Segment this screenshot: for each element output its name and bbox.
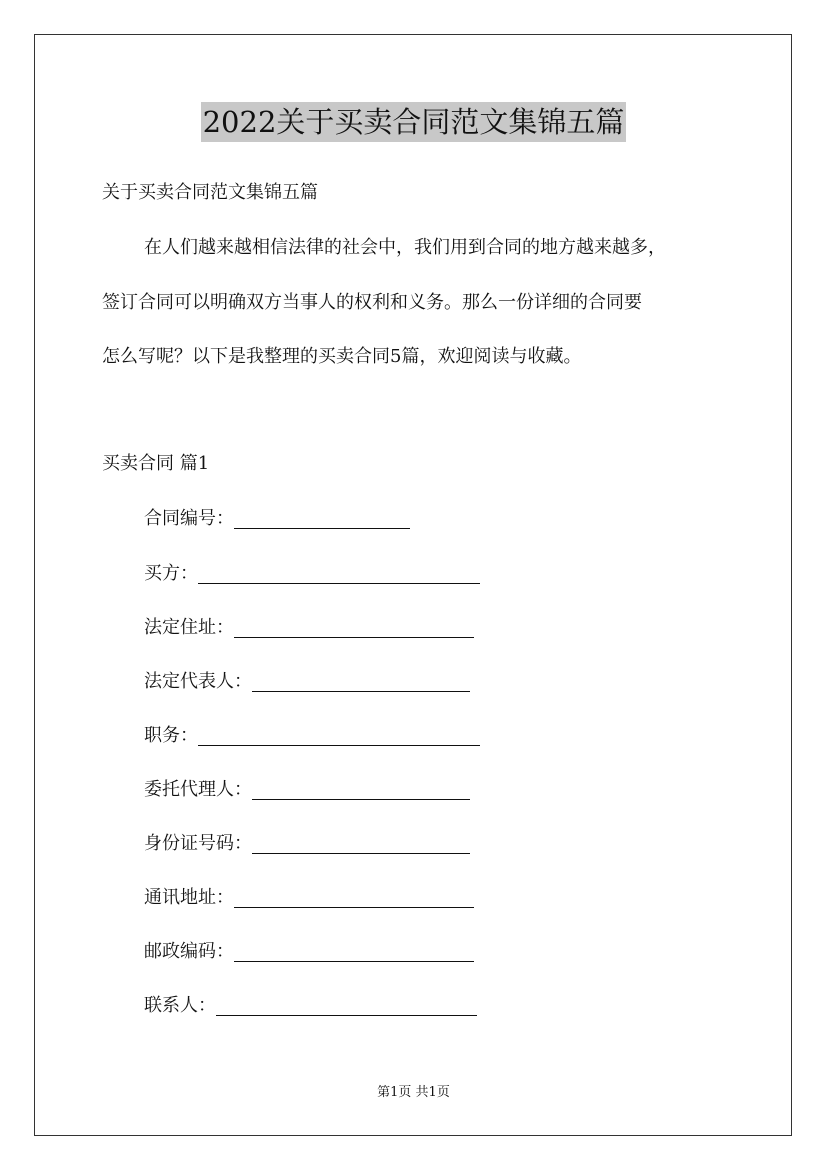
blank-line[interactable]: [234, 508, 410, 529]
document-title: 2022关于买卖合同范文集锦五篇: [201, 102, 627, 142]
field-label: 联系人：: [144, 995, 216, 1016]
field-label: 职务：: [144, 725, 198, 746]
field-label: 身份证号码：: [144, 833, 252, 854]
blank-line[interactable]: [198, 563, 480, 584]
field-contact: [144, 993, 477, 1019]
blank-line[interactable]: [234, 617, 474, 638]
field-label: 法定住址：: [144, 617, 234, 638]
intro-line-1: 在人们越来越相信法律的社会中，我们用到合同的地方越来越多，: [144, 237, 666, 258]
field-position: [144, 723, 480, 749]
field-mailing-address: [144, 885, 474, 911]
blank-line[interactable]: [198, 725, 480, 746]
intro-line-2: 签订合同可以明确双方当事人的权利和义务。那么一份详细的合同要: [102, 292, 642, 313]
title-container: [0, 102, 827, 142]
blank-line[interactable]: [252, 779, 470, 800]
blank-line[interactable]: [216, 995, 477, 1016]
field-id-number: [144, 831, 470, 857]
field-label: 合同编号：: [144, 508, 234, 529]
blank-line[interactable]: [234, 941, 474, 962]
field-label: 邮政编码：: [144, 941, 234, 962]
field-contract-number: [144, 506, 410, 532]
field-label: 委托代理人：: [144, 779, 252, 800]
page-footer: 第1页 共1页: [377, 1085, 450, 1100]
field-label: 法定代表人：: [144, 671, 252, 692]
field-legal-address: [144, 615, 474, 641]
field-label: 通讯地址：: [144, 887, 234, 908]
field-postal-code: [144, 939, 474, 965]
blank-line[interactable]: [234, 887, 474, 908]
field-label: 买方：: [144, 563, 198, 584]
field-agent: [144, 777, 470, 803]
field-buyer: [144, 561, 480, 587]
intro-line-3: 怎么写呢？以下是我整理的买卖合同5篇，欢迎阅读与收藏。: [102, 346, 582, 367]
field-legal-representative: [144, 669, 470, 695]
blank-line[interactable]: [252, 671, 470, 692]
blank-line[interactable]: [252, 833, 470, 854]
section-heading: 买卖合同 篇1: [102, 453, 210, 474]
document-subtitle: 关于买卖合同范文集锦五篇: [102, 182, 318, 203]
